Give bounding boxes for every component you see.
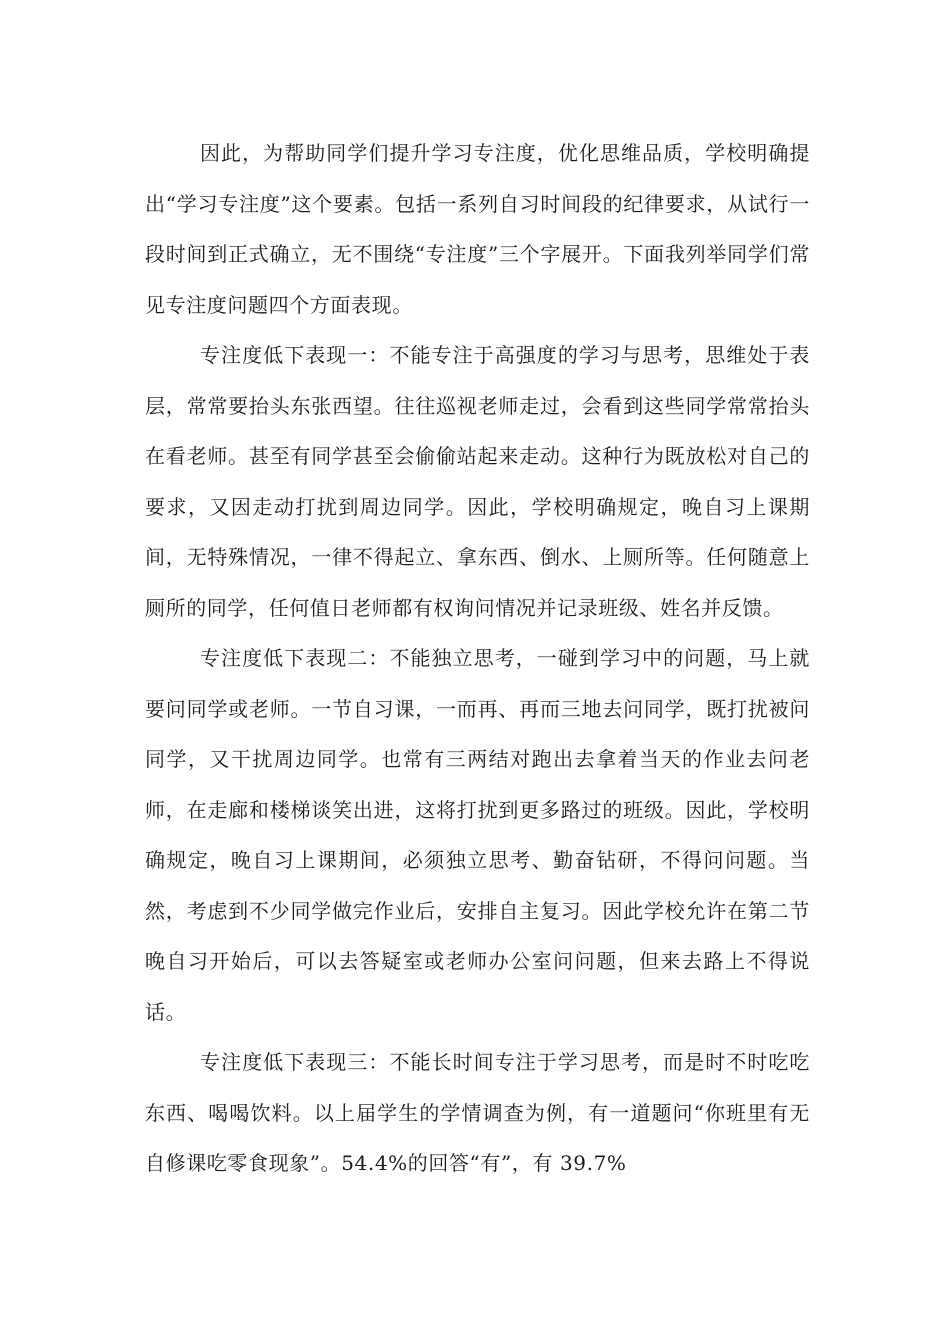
- paragraph-intro: 因此，为帮助同学们提升学习专注度，优化思维品质，学校明确提出“学习专注度”这个要素。包括一系列自习时间段的纪律要求，从试行一段时间到正式确立，无不围绕“专注度”三个字展开。下面我列举同学们常见专注度问题四个方面表现。: [145, 141, 810, 317]
- document-body: [145, 128, 810, 1189]
- paragraph-issue-two: 专注度低下表现二：不能独立思考，一碰到学习中的问题，马上就要问同学或老师。一节自习课，一而再、再而三地去问同学，既打扰被问同学，又干扰周边同学。也常有三两结对跑出去拿着当天的作业去问老师，在走廊和楼梯谈笑出进，这将打扰到更多路过的班级。因此，学校明确规定，晚自习上课期间，必须独立思考、勤奋钻研，不得问问题。当然，考虑到不少同学做完作业后，安排自主复习。因此学校允许在第二节晚自习开始后，可以去答疑室或老师办公室问问题，但来去路上不得说话。: [145, 646, 810, 1024]
- paragraph-issue-three: 专注度低下表现三：不能长时间专注于学习思考，而是时不时吃吃东西、喝喝饮料。以上届学生的学情调查为例，有一道题问“你班里有无自修课吃零食现象”。54.4%的回答“有”，有 39.7%: [145, 1050, 810, 1175]
- paragraph-issue-one: 专注度低下表现一：不能专注于高强度的学习与思考，思维处于表层，常常要抬头东张西望。往往巡视老师走过，会看到这些同学常常抬头在看老师。甚至有同学甚至会偷偷站起来走动。这种行为既放松对自己的要求，又因走动打扰到周边同学。因此，学校明确规定，晚自习上课期间，无特殊情况，一律不得起立、拿东西、倒水、上厕所等。任何随意上厕所的同学，任何值日老师都有权询问情况并记录班级、姓名并反馈。: [145, 343, 810, 620]
